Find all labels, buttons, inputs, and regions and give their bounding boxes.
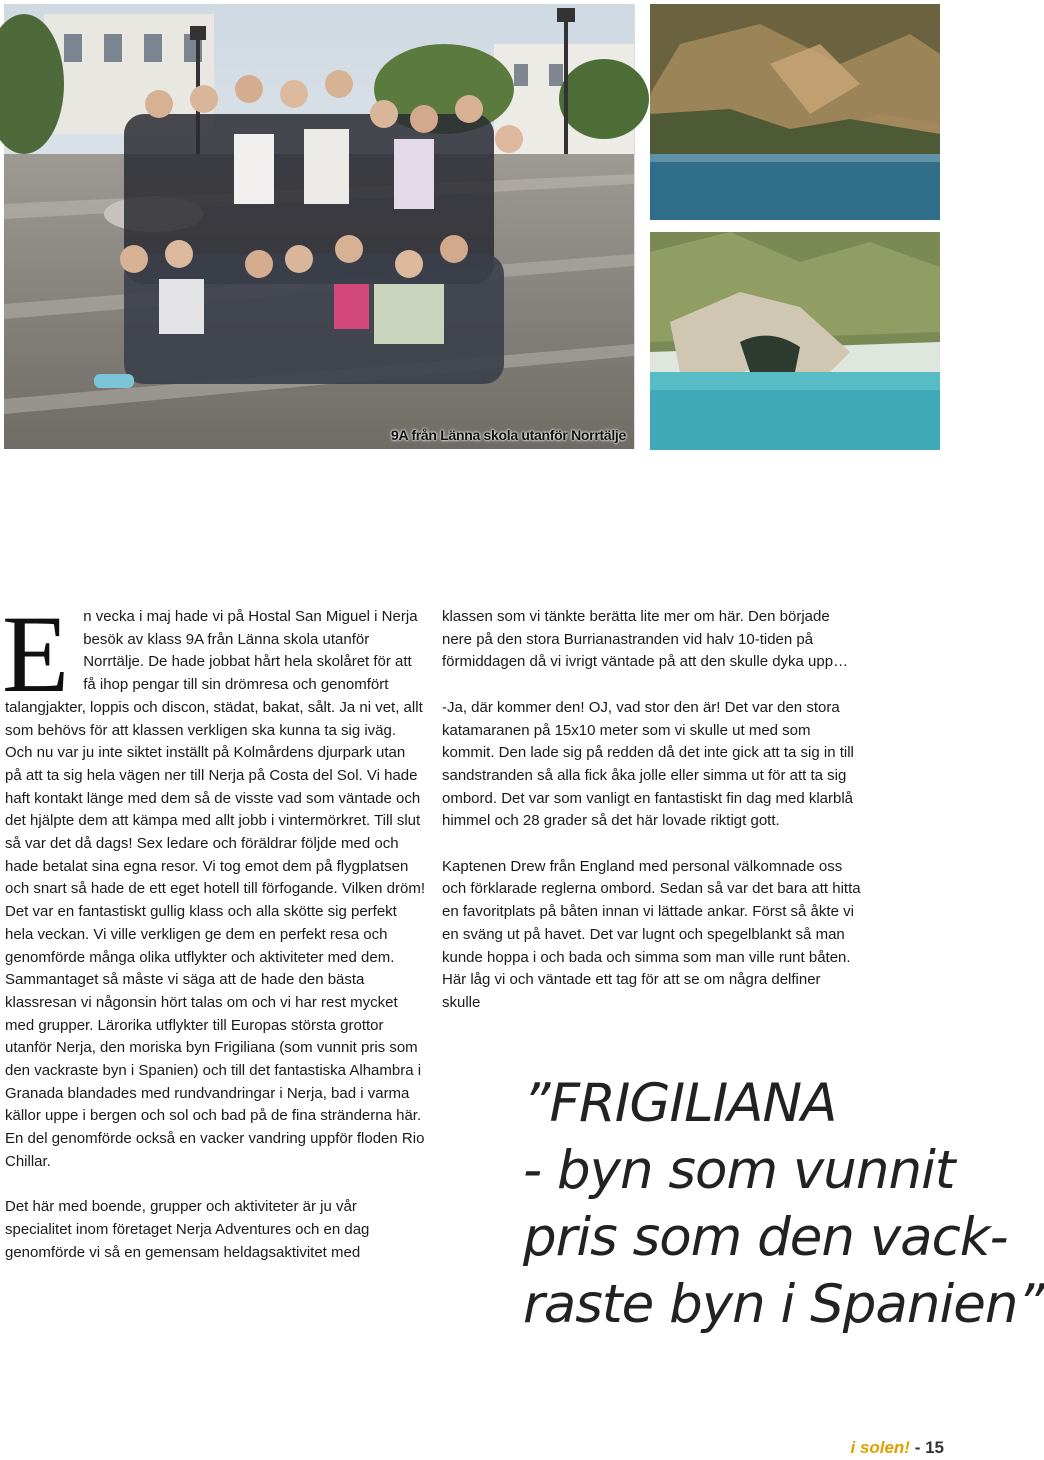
article-left-column <box>2 593 425 1287</box>
article-right-column <box>442 606 862 1037</box>
page-number: 15 <box>925 1438 944 1457</box>
article-intro-paragraph <box>2 593 425 1174</box>
drop-cap: E <box>2 593 70 715</box>
group-photo-image <box>4 4 634 449</box>
article-paragraph: Det här med boende, grupper och aktiviteter är ju vår specialitet inom företaget Nerja Adventures och en dag genomförde vi så en gemensam heldagsaktivitet med <box>5 1198 370 1261</box>
article-paragraph: -Ja, där kommer den! OJ, vad stor den är! Det var den stora katamaranen på 15x10 meter som vi skulle ut med som kommit. Den lade sig på redden då det inte gick att ta sig in till sandstranden så alla fick åka jolle eller simma ut för att ta sig ombord. Det var som vanligt en fantastiskt fin dag med klarblå himmel och 28 grader så det här lovade riktigt gott. <box>442 698 854 830</box>
pull-quote <box>523 1070 1044 1338</box>
pull-quote-line: raste byn i Spanien” <box>523 1274 1044 1335</box>
magazine-brand: i solen! <box>850 1438 910 1457</box>
group-photo <box>4 4 635 449</box>
rock-photo <box>650 232 940 450</box>
photo-caption: 9A från Länna skola utanför Norrtälje <box>391 427 626 443</box>
coast-photo <box>650 4 940 220</box>
article-paragraph: Kaptenen Drew från England med personal välkomnade oss och förklarade reglerna ombord. Sedan så var det bara att hitta en favoritplats på båten innan vi lättade ankar. Först så åkte vi en sväng ut på havet. Det var lugnt och spegelblankt så man kunde hoppa i och bada och simma som man ville runt båten. Här låg vi och väntade ett tag för att se om några delfiner skulle <box>442 857 861 1011</box>
pull-quote-line: pris som den vack- <box>523 1207 1008 1268</box>
page-footer <box>850 1438 944 1458</box>
rock-photo-image <box>650 232 940 450</box>
article-paragraph: klassen som vi tänkte berätta lite mer om här. Den började nere på den stora Burrianastranden vid halv 10-tiden på förmiddagen då vi ivrigt väntade på att den skulle dyka upp… <box>442 608 849 671</box>
pull-quote-line: - byn som vunnit <box>523 1140 955 1201</box>
paragraph-text: n vecka i maj hade vi på Hostal San Miguel i Nerja besök av klass 9A från Länna skola utanför Norrtälje. De hade jobbat hårt hela skolåret för att få ihop pengar till sin drömresa och genomfört talangjakter, loppis och discon, städat, bakat, sålt. Ja ni vet, allt som behövs för att klassen verkligen ska kunna ta sig iväg. Och nu var ju inte siktet inställt på Kolmårdens djurpark utan på att ta sig hela vägen ner till Nerja på Costa del Sol. Vi hade haft kontakt länge med dem så de visste vad som väntade och det hjälpte dem att kämpa med allt jobb i vintermörkret. Till slut så var det då dags! Sex ledare och föräldrar följde med och hade betalat sina egna resor. Vi tog emot dem på flygplatsen och snart så hade de ett eget hotell till förfogande. Vilken dröm! Det var en fantastiskt gullig klass och alla skötte sig perfekt hela veckan. Vi ville verkligen ge dem en perfekt resa och genomförde många olika utflykter och aktiviteter med dem. Sammantaget så måste vi säga att de hade den bästa klassresan vi någonsin hört talas om och vi har rest mycket med grupper. Lärorika utflykter till Europas största grottor utanför Nerja, den moriska byn Frigiliana (som vunnit pris som den vackraste byn i Spanien) och till det fantastiska Alhambra i Granada blandades med rundvandringar i Nerja, bad i varma källor uppe i bergen och sol och bad på de fina stränderna här. En del genomförde också en vacker vandring uppför floden Rio Chillar. <box>5 608 425 1170</box>
coast-photo-image <box>650 4 940 220</box>
pull-quote-line: ”FRIGILIANA <box>523 1073 837 1134</box>
footer-separator: - <box>909 1438 926 1457</box>
